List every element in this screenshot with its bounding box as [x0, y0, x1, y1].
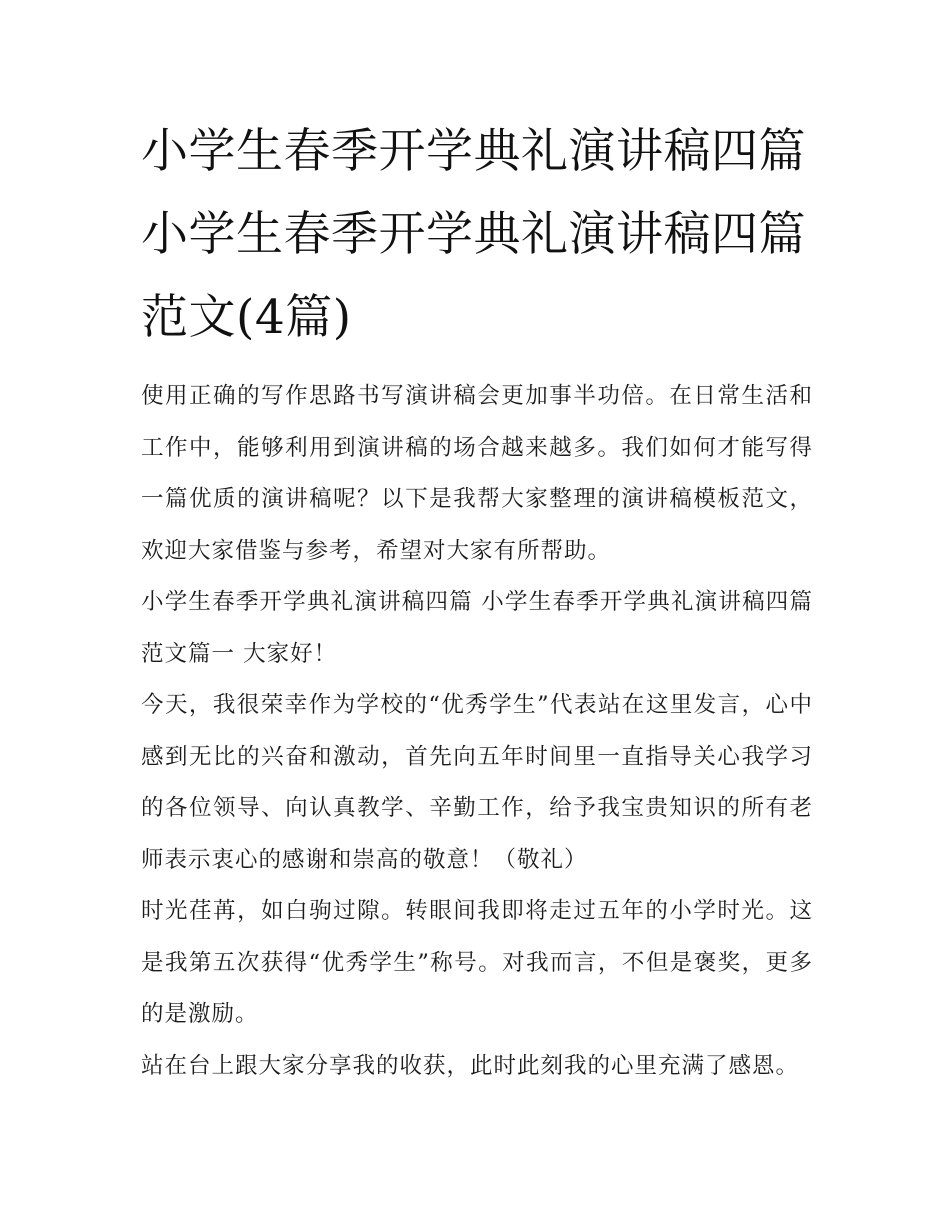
paragraph-thanks: 今天，我很荣幸作为学校的“优秀学生”代表站在这里发言，心中感到无比的兴奋和激动，首先向五年时间里一直指导关心我学习的各位领导、向认真教学、辛勤工作，给予我宝贵知识的所有老师表示衷心的感谢和崇高的敬意！（敬礼） — [141, 692, 813, 873]
document-content — [141, 110, 813, 1092]
paragraph-heading-greeting: 小学生春季开学典礼演讲稿四篇 小学生春季开学典礼演讲稿四篇范文篇一 大家好！ — [141, 589, 813, 667]
paragraph-time: 时光荏苒，如白驹过隙。转眼间我即将走过五年的小学时光。这是我第五次获得“优秀学生”称号。对我而言，不但是褒奖，更多的是激励。 — [141, 898, 813, 1027]
document-body — [141, 371, 813, 1092]
paragraph-gratitude: 站在台上跟大家分享我的收获，此时此刻我的心里充满了感恩。 — [141, 1052, 800, 1079]
document-title: 小学生春季开学典礼演讲稿四篇 小学生春季开学典礼演讲稿四篇范文(4篇) — [141, 124, 806, 345]
paragraph-intro: 使用正确的写作思路书写演讲稿会更加事半功倍。在日常生活和工作中，能够利用到演讲稿的场合越来越多。我们如何才能写得一篇优质的演讲稿呢？以下是我帮大家整理的演讲稿模板范文，欢迎大家借鉴与参考，希望对大家有所帮助。 — [141, 383, 813, 564]
